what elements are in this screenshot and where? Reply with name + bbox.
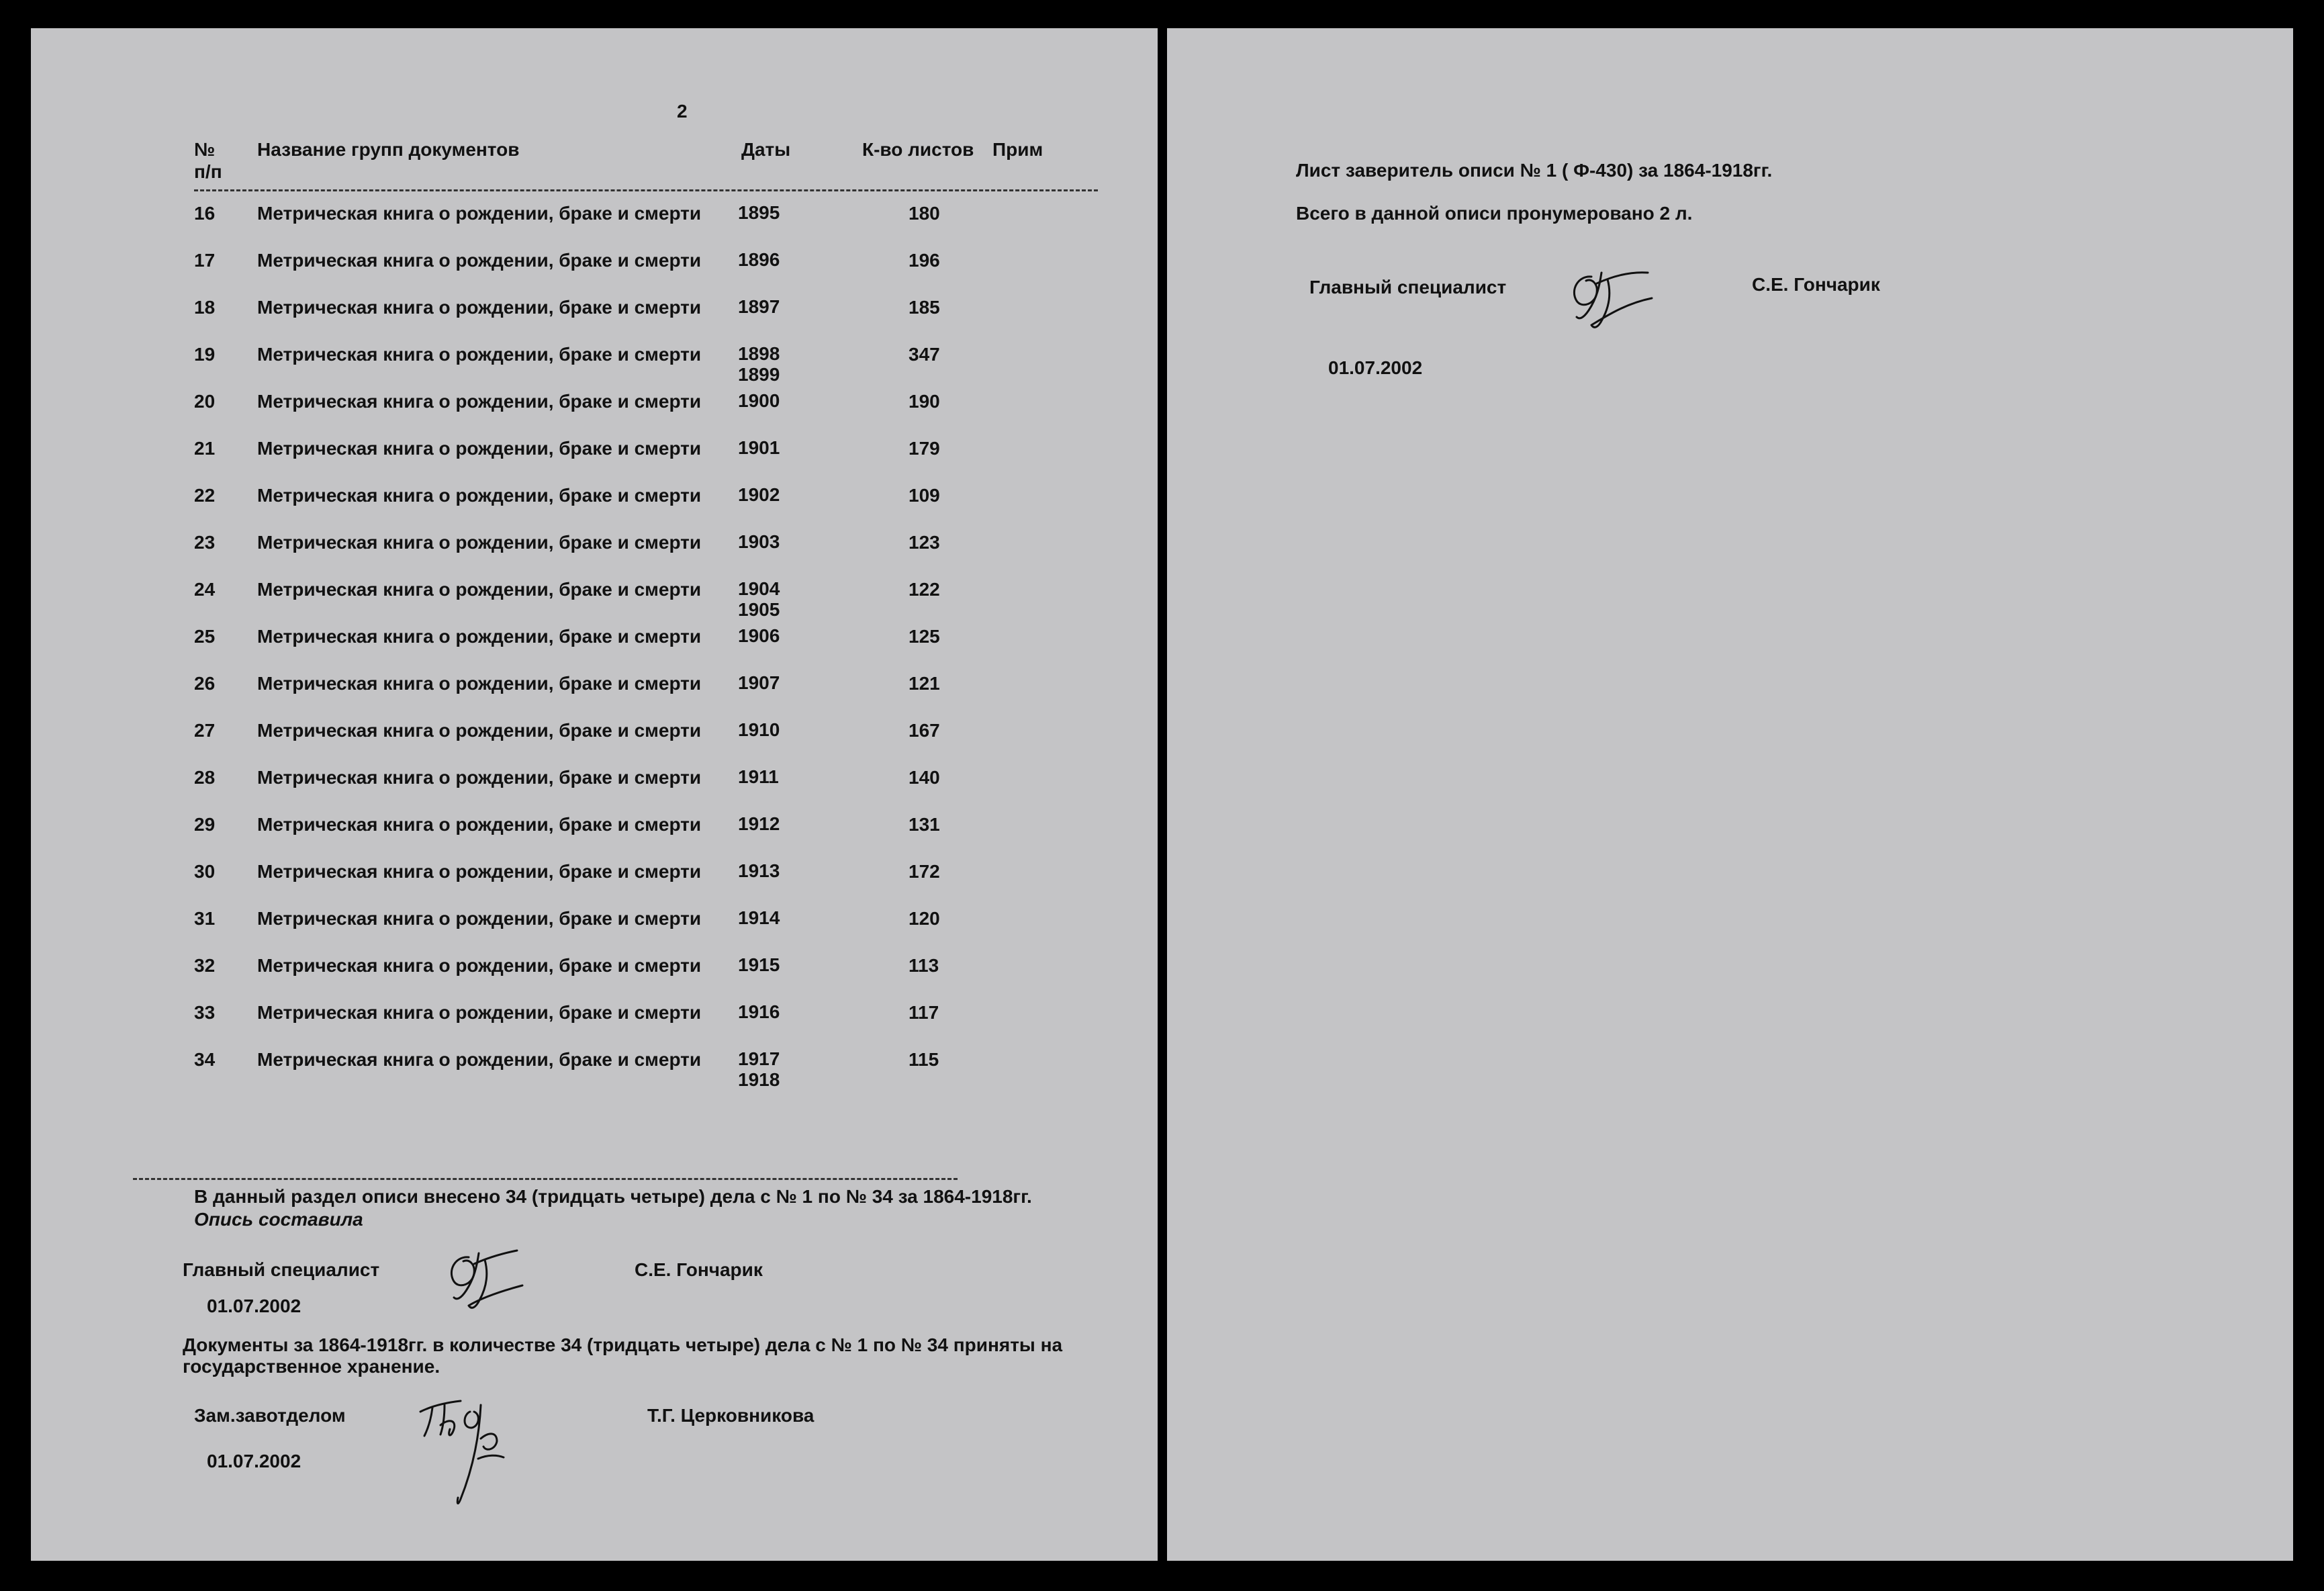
- row-date: 1912: [738, 813, 780, 834]
- table-row: [31, 767, 1105, 814]
- deputy-name: Т.Г. Церковникова: [647, 1405, 815, 1426]
- header-sheets: К-во листов: [862, 139, 974, 160]
- table-row: [31, 908, 1105, 955]
- certification-date: 01.07.2002: [1328, 357, 1423, 378]
- left-page: [31, 28, 1158, 1561]
- row-number: 27: [194, 720, 216, 741]
- row-date: 1911: [738, 766, 779, 787]
- total-sheets: Всего в данной описи пронумеровано 2 л.: [1296, 203, 1693, 224]
- table-row: [31, 814, 1105, 861]
- table-row: [31, 861, 1105, 908]
- header-divider: [194, 189, 1098, 191]
- row-title: Метрическая книга о рождении, браке и смерти: [257, 861, 702, 882]
- row-title: Метрическая книга о рождении, браке и смерти: [257, 485, 702, 506]
- row-sheet-count: 140: [909, 767, 940, 788]
- header-name: Название групп документов: [257, 139, 520, 160]
- row-sheet-count: 109: [909, 485, 940, 506]
- row-number: 28: [194, 767, 216, 788]
- row-date: 1916: [738, 1001, 780, 1022]
- row-sheet-count: 113: [909, 955, 939, 976]
- row-title: Метрическая книга о рождении, браке и смерти: [257, 438, 702, 459]
- row-number: 31: [194, 908, 216, 929]
- row-date: 1907: [738, 672, 780, 693]
- row-number: 22: [194, 485, 216, 506]
- row-sheet-count: 125: [909, 626, 940, 647]
- table-row: [31, 673, 1105, 720]
- row-number: 32: [194, 955, 216, 976]
- table-row: [31, 720, 1105, 767]
- header-dates: Даты: [741, 139, 791, 160]
- row-number: 19: [194, 344, 216, 365]
- row-number: 23: [194, 532, 216, 553]
- acceptance-text-2: государственное хранение.: [183, 1356, 440, 1377]
- table-row: [31, 203, 1105, 250]
- row-number: 16: [194, 203, 216, 224]
- row-title: Метрическая книга о рождении, браке и смерти: [257, 626, 702, 647]
- row-date: 1903: [738, 531, 780, 552]
- row-title: Метрическая книга о рождении, браке и смерти: [257, 532, 702, 553]
- row-sheet-count: 172: [909, 861, 940, 882]
- table-row: [31, 1002, 1105, 1049]
- row-date: 1898: [738, 343, 780, 364]
- table-row: [31, 297, 1105, 344]
- table-row: [31, 579, 1105, 626]
- row-sheet-count: 117: [909, 1002, 939, 1023]
- table-row: [31, 438, 1105, 485]
- row-number: 25: [194, 626, 216, 647]
- table-row: [31, 532, 1105, 579]
- row-sheet-count: 120: [909, 908, 940, 929]
- row-sheet-count: 131: [909, 814, 940, 835]
- row-title: Метрическая книга о рождении, браке и смерти: [257, 814, 702, 835]
- row-title: Метрическая книга о рождении, браке и смерти: [257, 391, 702, 412]
- header-num-sub: п/п: [194, 161, 222, 182]
- row-title: Метрическая книга о рождении, браке и смерти: [257, 1002, 702, 1023]
- row-date: 1901: [738, 437, 780, 458]
- page-number: 2: [677, 101, 688, 122]
- row-title: Метрическая книга о рождении, браке и смерти: [257, 908, 702, 929]
- row-sheet-count: 123: [909, 532, 940, 553]
- row-title: Метрическая книга о рождении, браке и смерти: [257, 1049, 702, 1070]
- row-date: 1913: [738, 860, 780, 881]
- row-date: 1917: [738, 1048, 780, 1069]
- certification-title: Лист заверитель описи № 1 ( Ф-430) за 1864-1918гг.: [1296, 160, 1773, 181]
- row-number: 20: [194, 391, 216, 412]
- specialist-name: С.Е. Гончарик: [635, 1259, 763, 1280]
- specialist-date: 01.07.2002: [207, 1295, 301, 1316]
- row-date: 1897: [738, 296, 780, 317]
- table-row: [31, 1049, 1105, 1096]
- row-date: 1914: [738, 907, 780, 928]
- row-sheet-count: 180: [909, 203, 940, 224]
- header-note: Прим: [992, 139, 1043, 160]
- right-page: [1167, 28, 2293, 1561]
- table-row: [31, 391, 1105, 438]
- row-date-end: 1899: [738, 364, 780, 385]
- row-title: Метрическая книга о рождении, браке и смерти: [257, 250, 702, 271]
- deputy-date: 01.07.2002: [207, 1451, 301, 1471]
- row-number: 26: [194, 673, 216, 694]
- row-title: Метрическая книга о рождении, браке и смерти: [257, 297, 702, 318]
- row-sheet-count: 347: [909, 344, 940, 365]
- specialist-title: Главный специалист: [1309, 277, 1507, 298]
- row-sheet-count: 167: [909, 720, 940, 741]
- specialist-signature: [442, 1244, 536, 1318]
- table-row: [31, 626, 1105, 673]
- table-row: [31, 250, 1105, 297]
- row-date: 1915: [738, 954, 780, 975]
- row-number: 24: [194, 579, 216, 600]
- table-row: [31, 344, 1105, 391]
- row-date: 1896: [738, 249, 780, 270]
- row-date: 1910: [738, 719, 780, 740]
- row-number: 34: [194, 1049, 216, 1070]
- specialist-name: С.Е. Гончарик: [1752, 274, 1880, 295]
- row-title: Метрическая книга о рождении, браке и смерти: [257, 767, 702, 788]
- deputy-signature: [414, 1385, 514, 1512]
- row-number: 33: [194, 1002, 216, 1023]
- row-date: 1902: [738, 484, 780, 505]
- row-title: Метрическая книга о рождении, браке и смерти: [257, 579, 702, 600]
- row-date: 1900: [738, 390, 780, 411]
- specialist-title: Главный специалист: [183, 1259, 380, 1280]
- row-sheet-count: 122: [909, 579, 940, 600]
- row-sheet-count: 121: [909, 673, 940, 694]
- row-date: 1895: [738, 202, 780, 223]
- row-number: 18: [194, 297, 216, 318]
- table-row: [31, 485, 1105, 532]
- row-sheet-count: 179: [909, 438, 940, 459]
- row-title: Метрическая книга о рождении, браке и смерти: [257, 673, 702, 694]
- acceptance-text: Документы за 1864-1918гг. в количестве 34 (тридцать четыре) дела с № 1 по № 34 приняты на: [183, 1334, 1063, 1355]
- deputy-title: Зам.завотделом: [194, 1405, 346, 1426]
- table-row: [31, 955, 1105, 1002]
- specialist-signature: [1565, 263, 1665, 337]
- row-sheet-count: 196: [909, 250, 940, 271]
- table-end-divider: [133, 1178, 958, 1180]
- row-date: 1904: [738, 578, 780, 599]
- row-sheet-count: 185: [909, 297, 940, 318]
- row-number: 29: [194, 814, 216, 835]
- summary-text: В данный раздел описи внесено 34 (тридцать четыре) дела с № 1 по № 34 за 1864-1918гг.: [194, 1186, 1032, 1207]
- row-sheet-count: 115: [909, 1049, 939, 1070]
- row-number: 21: [194, 438, 216, 459]
- row-title: Метрическая книга о рождении, браке и смерти: [257, 720, 702, 741]
- row-date: 1906: [738, 625, 780, 646]
- row-date-end: 1905: [738, 599, 780, 620]
- compiled-by: Опись составила: [194, 1209, 363, 1230]
- row-number: 17: [194, 250, 216, 271]
- row-title: Метрическая книга о рождении, браке и смерти: [257, 344, 702, 365]
- header-num: №: [194, 139, 216, 160]
- row-title: Метрическая книга о рождении, браке и смерти: [257, 955, 702, 976]
- row-title: Метрическая книга о рождении, браке и смерти: [257, 203, 702, 224]
- row-number: 30: [194, 861, 216, 882]
- row-date-end: 1918: [738, 1069, 780, 1090]
- row-sheet-count: 190: [909, 391, 940, 412]
